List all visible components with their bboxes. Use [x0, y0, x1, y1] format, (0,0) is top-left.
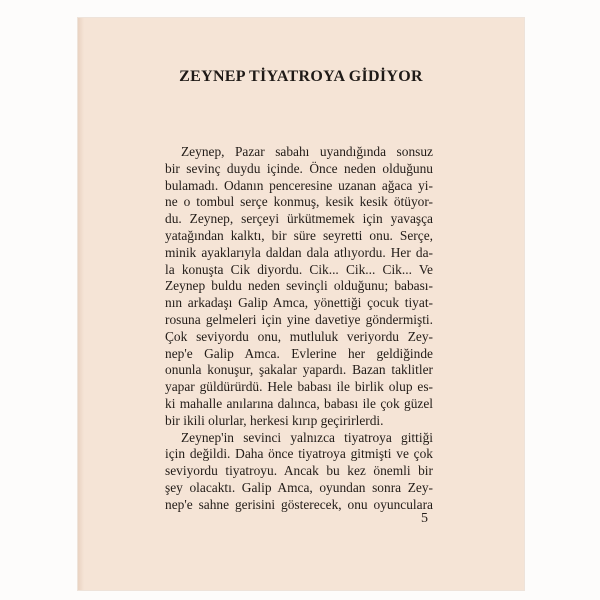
- page-number: 5: [421, 511, 428, 526]
- text-line: yapar güldürürdü. Hele babası ile birlik olup es-: [165, 379, 433, 395]
- text-line: yatağından kalktı, bir süre seyretti onu. Serçe,: [165, 227, 433, 243]
- text-line: ne o tombul serçe konmuş, kesik kesik ötüyor-: [165, 194, 433, 210]
- text-line: bir ikili olurlar, herkesi kırıp geçirirlerdi.: [165, 412, 384, 428]
- chapter-title: ZEYNEP TİYATROYA GİDİYOR: [179, 68, 423, 85]
- text-line: Zeynep, Pazar sabahı uyandığında sonsuz: [181, 144, 433, 159]
- text-line: Zeynep buldu neden sevinçli olduğunu; babası-: [165, 278, 433, 294]
- text-line: du. Zeynep, serçeyi ürkütmemek için yavaşça: [165, 211, 433, 227]
- text-line: nep'e Galip Amca. Evlerine her geldiğinde: [165, 345, 433, 361]
- text-line: nep'e sahne gerisini gösterecek, onu oyunculara: [165, 496, 433, 512]
- text-line: ki mahalle anılarına dalınca, babası ile çok güzel: [165, 395, 433, 411]
- text-line: rosuna gelmeleri için yine davetiye göndermişti.: [165, 311, 433, 327]
- text-line: şey olacaktı. Galip Amca, oyundan sonra Zey-: [165, 479, 433, 495]
- text-line: nın arkadaşı Galip Amca, yönettiği çocuk tiyat-: [165, 295, 433, 311]
- text-line: Çok seviyordu onu, mutluluk veriyordu Zey-: [165, 328, 433, 344]
- text-line: minik ayaklarıyla daldan dala atlıyordu. Her da-: [165, 244, 433, 260]
- text-line: onunla konuşur, şakalar yapardı. Bazan taklitler: [165, 362, 433, 378]
- text-line: Zeynep'in sevinci yalnızca tiyatroya gittiği: [181, 429, 433, 445]
- text-line: la konuşta Cik diyordu. Cik... Cik... Cik... Ve: [165, 261, 433, 277]
- text-line: bulamadı. Odanın penceresine uzanan ağaca yi-: [165, 177, 433, 193]
- body-text: [165, 144, 433, 514]
- text-line: bir sevinç duydu içinde. Önce neden olduğunu: [165, 160, 433, 176]
- book-page: [78, 18, 524, 590]
- text-line: seviyordu tiyatroyu. Ancak bu kez önemli bir: [165, 463, 433, 479]
- text-line: için değildi. Daha önce tiyatroya gitmişti ve çok: [165, 446, 433, 462]
